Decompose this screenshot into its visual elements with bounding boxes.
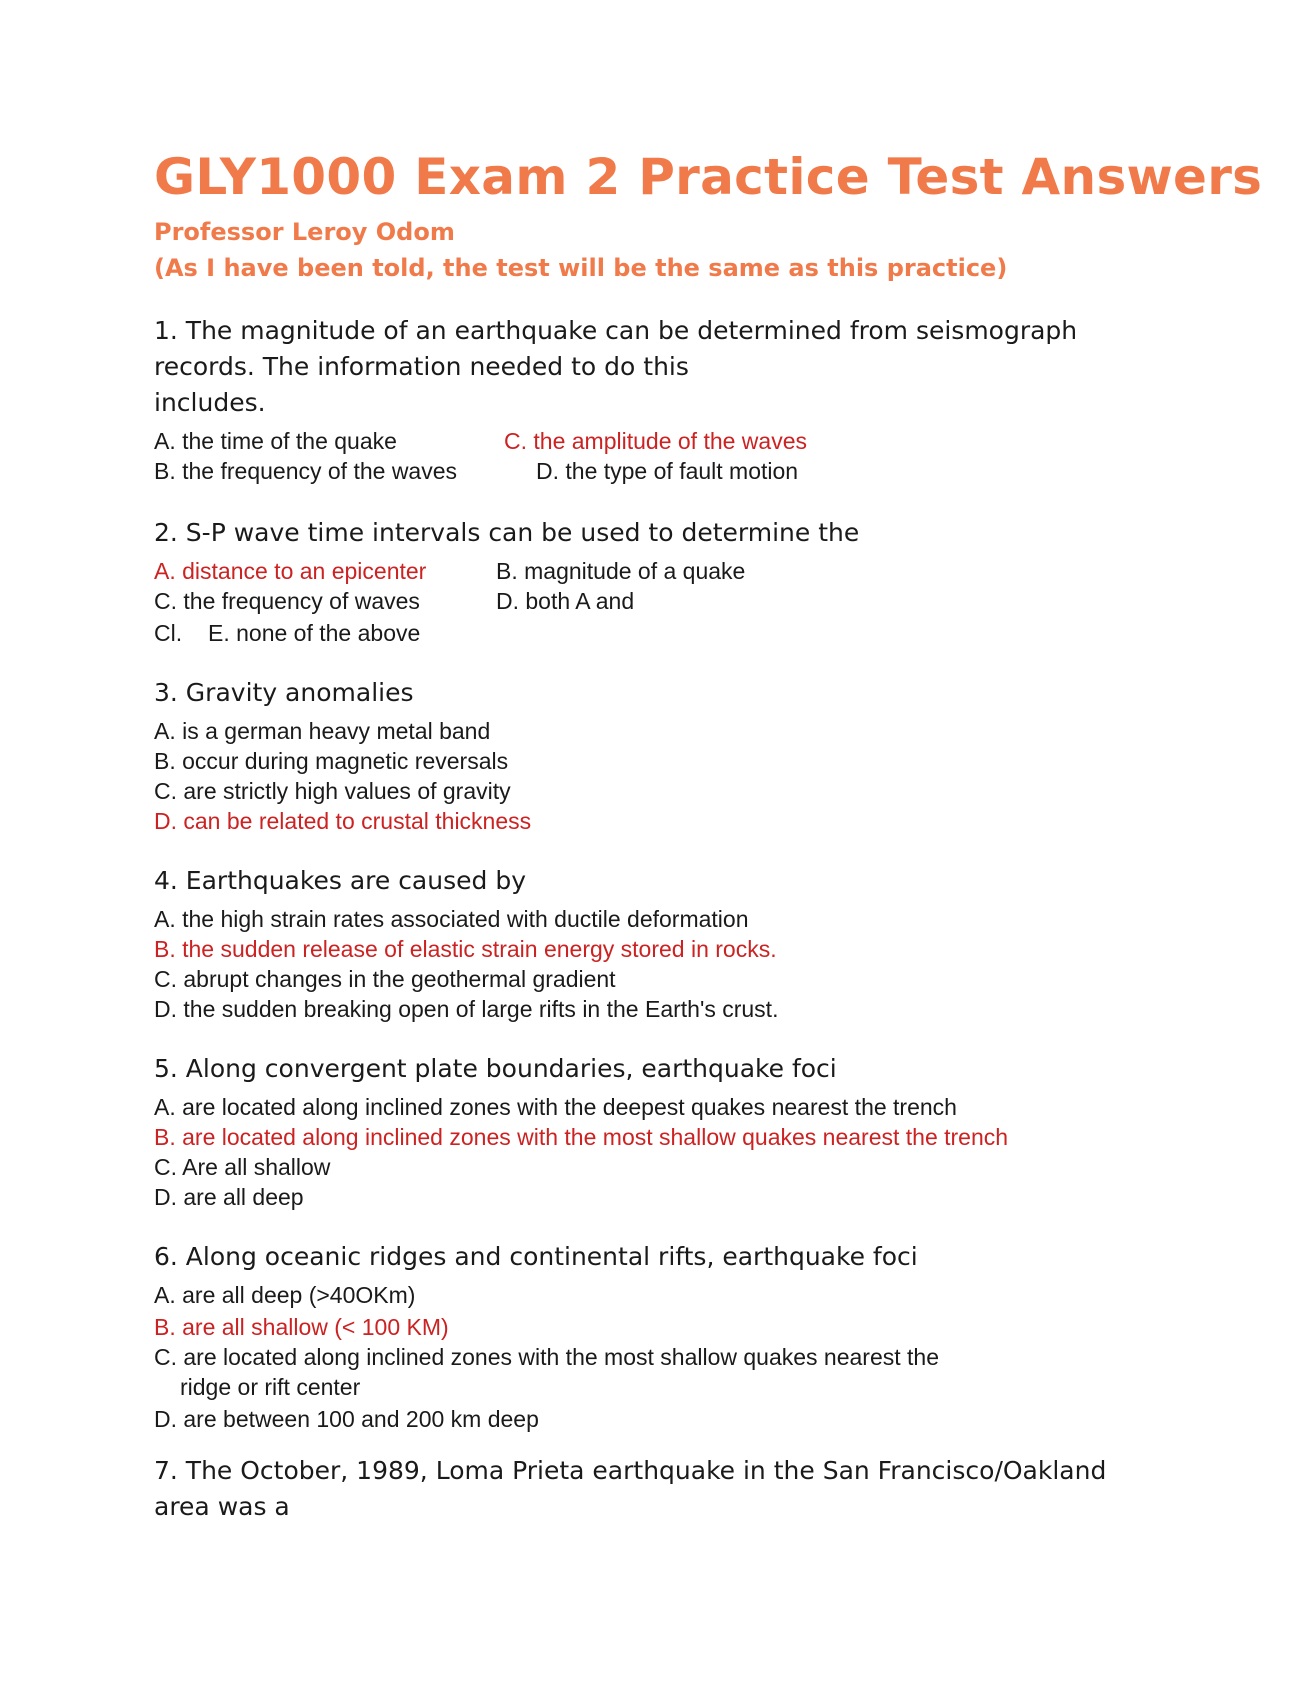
q2-option-b: B. magnitude of a quake <box>496 558 746 584</box>
question-7-line-1: 7. The October, 1989, Loma Prieta earthquake in the San Francisco/Oakland <box>154 1456 1107 1485</box>
q1-option-d: D. the type of fault motion <box>536 458 799 484</box>
q1-option-a: A. the time of the quake <box>154 428 397 454</box>
question-4-line-1: 4. Earthquakes are caused by <box>154 866 526 895</box>
q2-option-a-answer: A. distance to an epicenter <box>154 558 427 584</box>
professor-name: Professor Leroy Odom <box>154 218 455 246</box>
q1-option-c-answer: C. the amplitude of the waves <box>504 428 807 454</box>
q4-option-a: A. the high strain rates associated with ductile deformation <box>154 906 749 932</box>
q5-option-c: C. Are all shallow <box>154 1154 331 1180</box>
question-7-line-2: area was a <box>154 1492 290 1521</box>
q2-option-e: E. none of the above <box>208 620 421 646</box>
q1-option-b: B. the frequency of the waves <box>154 458 458 484</box>
q6-option-b-answer: B. are all shallow (< 100 KM) <box>154 1314 449 1340</box>
q3-option-a: A. is a german heavy metal band <box>154 718 491 744</box>
question-1-line-1: 1. The magnitude of an earthquake can be determined from seismograph <box>154 316 1078 345</box>
q4-option-b-answer: B. the sudden release of elastic strain energy stored in rocks. <box>154 936 777 962</box>
q6-option-d: D. are between 100 and 200 km deep <box>154 1406 539 1432</box>
q2-option-c: C. the frequency of waves <box>154 588 420 614</box>
q5-option-d: D. are all deep <box>154 1184 304 1210</box>
q3-option-b: B. occur during magnetic reversals <box>154 748 509 774</box>
question-3-line-1: 3. Gravity anomalies <box>154 678 414 707</box>
q6-option-a: A. are all deep (>40OKm) <box>154 1282 416 1308</box>
q4-option-d: D. the sudden breaking open of large rifts in the Earth's crust. <box>154 996 779 1022</box>
question-1-line-2: records. The information needed to do this <box>154 352 689 381</box>
q3-option-d-answer: D. can be related to crustal thickness <box>154 808 532 834</box>
q3-option-c: C. are strictly high values of gravity <box>154 778 511 804</box>
q4-option-c: C. abrupt changes in the geothermal gradient <box>154 966 616 992</box>
q6-option-c-continued: ridge or rift center <box>180 1374 361 1400</box>
question-6-line-1: 6. Along oceanic ridges and continental rifts, earthquake foci <box>154 1242 918 1271</box>
page-note: (As I have been told, the test will be the same as this practice) <box>154 254 1008 282</box>
question-5-line-1: 5. Along convergent plate boundaries, earthquake foci <box>154 1054 837 1083</box>
q5-option-b-answer: B. are located along inclined zones with the most shallow quakes nearest the trench <box>154 1124 1009 1150</box>
question-2-line-1: 2. S-P wave time intervals can be used to determine the <box>154 518 860 547</box>
page-title: GLY1000 Exam 2 Practice Test Answers <box>154 148 1263 206</box>
question-1-line-3: includes. <box>154 388 266 417</box>
q6-option-c: C. are located along inclined zones with the most shallow quakes nearest the <box>154 1344 940 1370</box>
q2-option-cl: Cl. <box>154 620 183 646</box>
q5-option-a: A. are located along inclined zones with the deepest quakes nearest the trench <box>154 1094 957 1120</box>
q2-option-d: D. both A and <box>496 588 635 614</box>
